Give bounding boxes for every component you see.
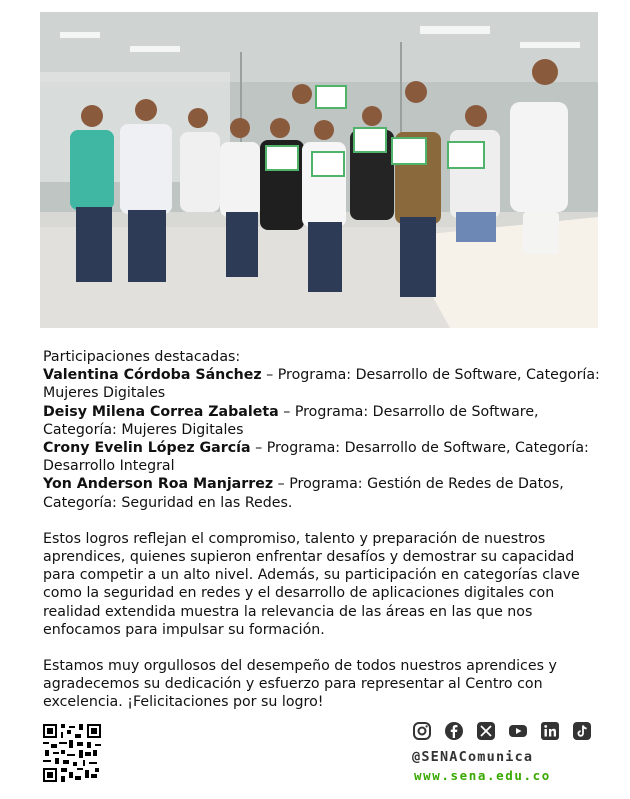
participant-name: Deisy Milena Correa Zabaleta: [43, 403, 279, 420]
linkedin-icon[interactable]: [540, 721, 560, 741]
article-body: [43, 348, 603, 712]
list-item: Crony Evelin López García – Programa: Desarrollo de Software, Categoría: Desarrollo Integral: [43, 440, 589, 475]
youtube-icon[interactable]: [508, 721, 528, 741]
participant-name: Valentina Córdoba Sánchez: [43, 367, 262, 384]
instagram-icon[interactable]: [412, 721, 432, 741]
tiktok-icon[interactable]: [572, 721, 592, 741]
list-item: Yon Anderson Roa Manjarrez – Programa: Gestión de Redes de Datos, Categoría: Seguridad en las Redes.: [43, 476, 564, 511]
list-item: Deisy Milena Correa Zabaleta – Programa: Desarrollo de Software, Categoría: Mujeres Digitales: [43, 403, 539, 438]
paragraph-achievements: Estos logros reflejan el compromiso, talento y preparación de nuestros aprendices, quienes supieron enfrentar desafíos y demostrar su capacidad para competir a un alto nivel. Además, su participación en categorías clave como la seguridad en redes y el desarrollo de aplicaciones digitales con realidad extendida muestra la relevancia de las áreas en las que nos enfocamos para impulsar su formación.: [43, 530, 580, 638]
participant-name: Yon Anderson Roa Manjarrez: [43, 476, 274, 493]
facebook-icon[interactable]: [444, 721, 464, 741]
highlights-list: [43, 366, 603, 512]
group-photo-illustration: [40, 12, 598, 328]
group-photo: [40, 12, 598, 328]
social-icons: [412, 721, 592, 743]
participant-name: Crony Evelin López García: [43, 440, 251, 457]
qr-code-icon: [43, 724, 101, 782]
paragraph-congratulations: Estamos muy orgullosos del desempeño de todos nuestros aprendices y agradecemos su dedicación y esfuerzo para representar al Centro con excelencia. ¡Felicitaciones por su logro!: [43, 658, 557, 711]
social-handle[interactable]: @SENAComunica: [412, 749, 534, 765]
x-icon[interactable]: [476, 721, 496, 741]
highlights-heading: Participaciones destacadas:: [43, 349, 241, 365]
website-link[interactable]: www.sena.edu.co: [414, 768, 551, 783]
qr-code[interactable]: [43, 724, 101, 782]
list-item: Valentina Córdoba Sánchez – Programa: Desarrollo de Software, Categoría: Mujeres Digitales: [43, 367, 600, 402]
